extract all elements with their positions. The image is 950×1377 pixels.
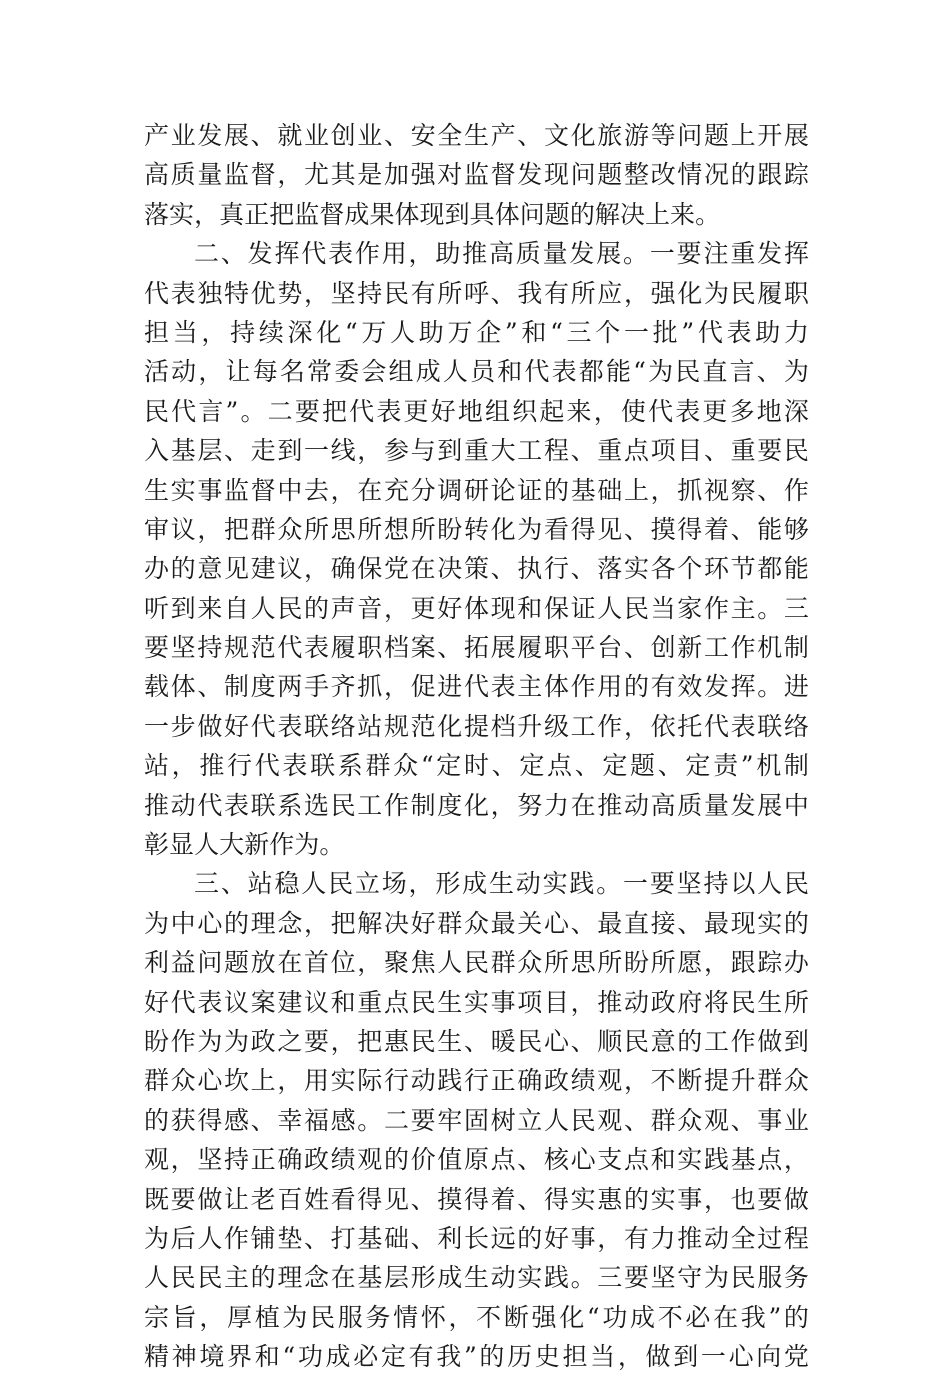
text-line: 站，推行代表联系群众“定时、定点、定题、定责”机制 [144,751,809,781]
text-line: 活动，让每名常委会组成人员和代表都能“为民直言、为 [144,357,809,387]
text-line: 代表独特优势，坚持民有所呼、我有所应，强化为民履职 [144,278,809,308]
text-line: 推动代表联系选民工作制度化，努力在推动高质量发展中 [144,790,809,820]
text-line: 生实事监督中去，在充分调研论证的基础上，抓视察、作 [144,475,809,505]
text-line: 入基层、走到一线，参与到重大工程、重点项目、重要民 [144,436,809,466]
text-line: 二、发挥代表作用，助推高质量发展。一要注重发挥 [194,239,809,269]
text-line: 高质量监督，尤其是加强对监督发现问题整改情况的跟踪 [144,160,809,190]
text-line: 盼作为为政之要，把惠民生、暖民心、顺民意的工作做到 [144,1026,809,1056]
text-line: 的获得感、幸福感。二要牢固树立人民观、群众观、事业 [144,1105,809,1135]
text-line: 群众心坎上，用实际行动践行正确政绩观，不断提升群众 [144,1066,809,1096]
text-line: 一步做好代表联络站规范化提档升级工作，依托代表联络 [144,711,809,741]
text-line: 人民民主的理念在基层形成生动实践。三要坚守为民服务 [144,1263,809,1293]
text-line: 观，坚持正确政绩观的价值原点、核心支点和实践基点， [144,1145,809,1175]
text-line: 利益问题放在首位，聚焦人民群众所思所盼所愿，跟踪办 [144,948,809,978]
text-line: 精神境界和“功成必定有我”的历史担当，做到一心向党 [144,1342,809,1372]
text-line: 产业发展、就业创业、安全生产、文化旅游等问题上开展 [144,121,809,150]
text-line: 三、站稳人民立场，形成生动实践。一要坚持以人民 [194,869,809,899]
text-line: 担当，持续深化“万人助万企”和“三个一批”代表助力 [144,317,809,347]
text-line: 载体、制度两手齐抓，促进代表主体作用的有效发挥。进 [144,672,809,702]
text-line: 听到来自人民的声音，更好体现和保证人民当家作主。三 [144,593,809,623]
text-line: 为中心的理念，把解决好群众最关心、最直接、最现实的 [144,908,809,938]
text-line: 既要做让老百姓看得见、摸得着、得实惠的实事，也要做 [144,1184,809,1214]
text-line: 办的意见建议，确保党在决策、执行、落实各个环节都能 [144,554,809,584]
text-line: 落实，真正把监督成果体现到具体问题的解决上来。 [144,199,721,229]
text-line: 要坚持规范代表履职档案、拓展履职平台、创新工作机制 [144,633,809,663]
text-line: 彰显人大新作为。 [144,830,345,860]
text-line: 民代言”。二要把代表更好地组织起来，使代表更多地深 [144,396,809,426]
document-body [144,116,809,1377]
text-line: 好代表议案建议和重点民生实事项目，推动政府将民生所 [144,987,809,1017]
text-line: 宗旨，厚植为民服务情怀，不断强化“功成不必在我”的 [144,1302,809,1332]
text-line: 为后人作铺垫、打基础、利长远的好事，有力推动全过程 [144,1223,809,1253]
text-line: 审议，把群众所思所想所盼转化为看得见、摸得着、能够 [144,514,809,544]
